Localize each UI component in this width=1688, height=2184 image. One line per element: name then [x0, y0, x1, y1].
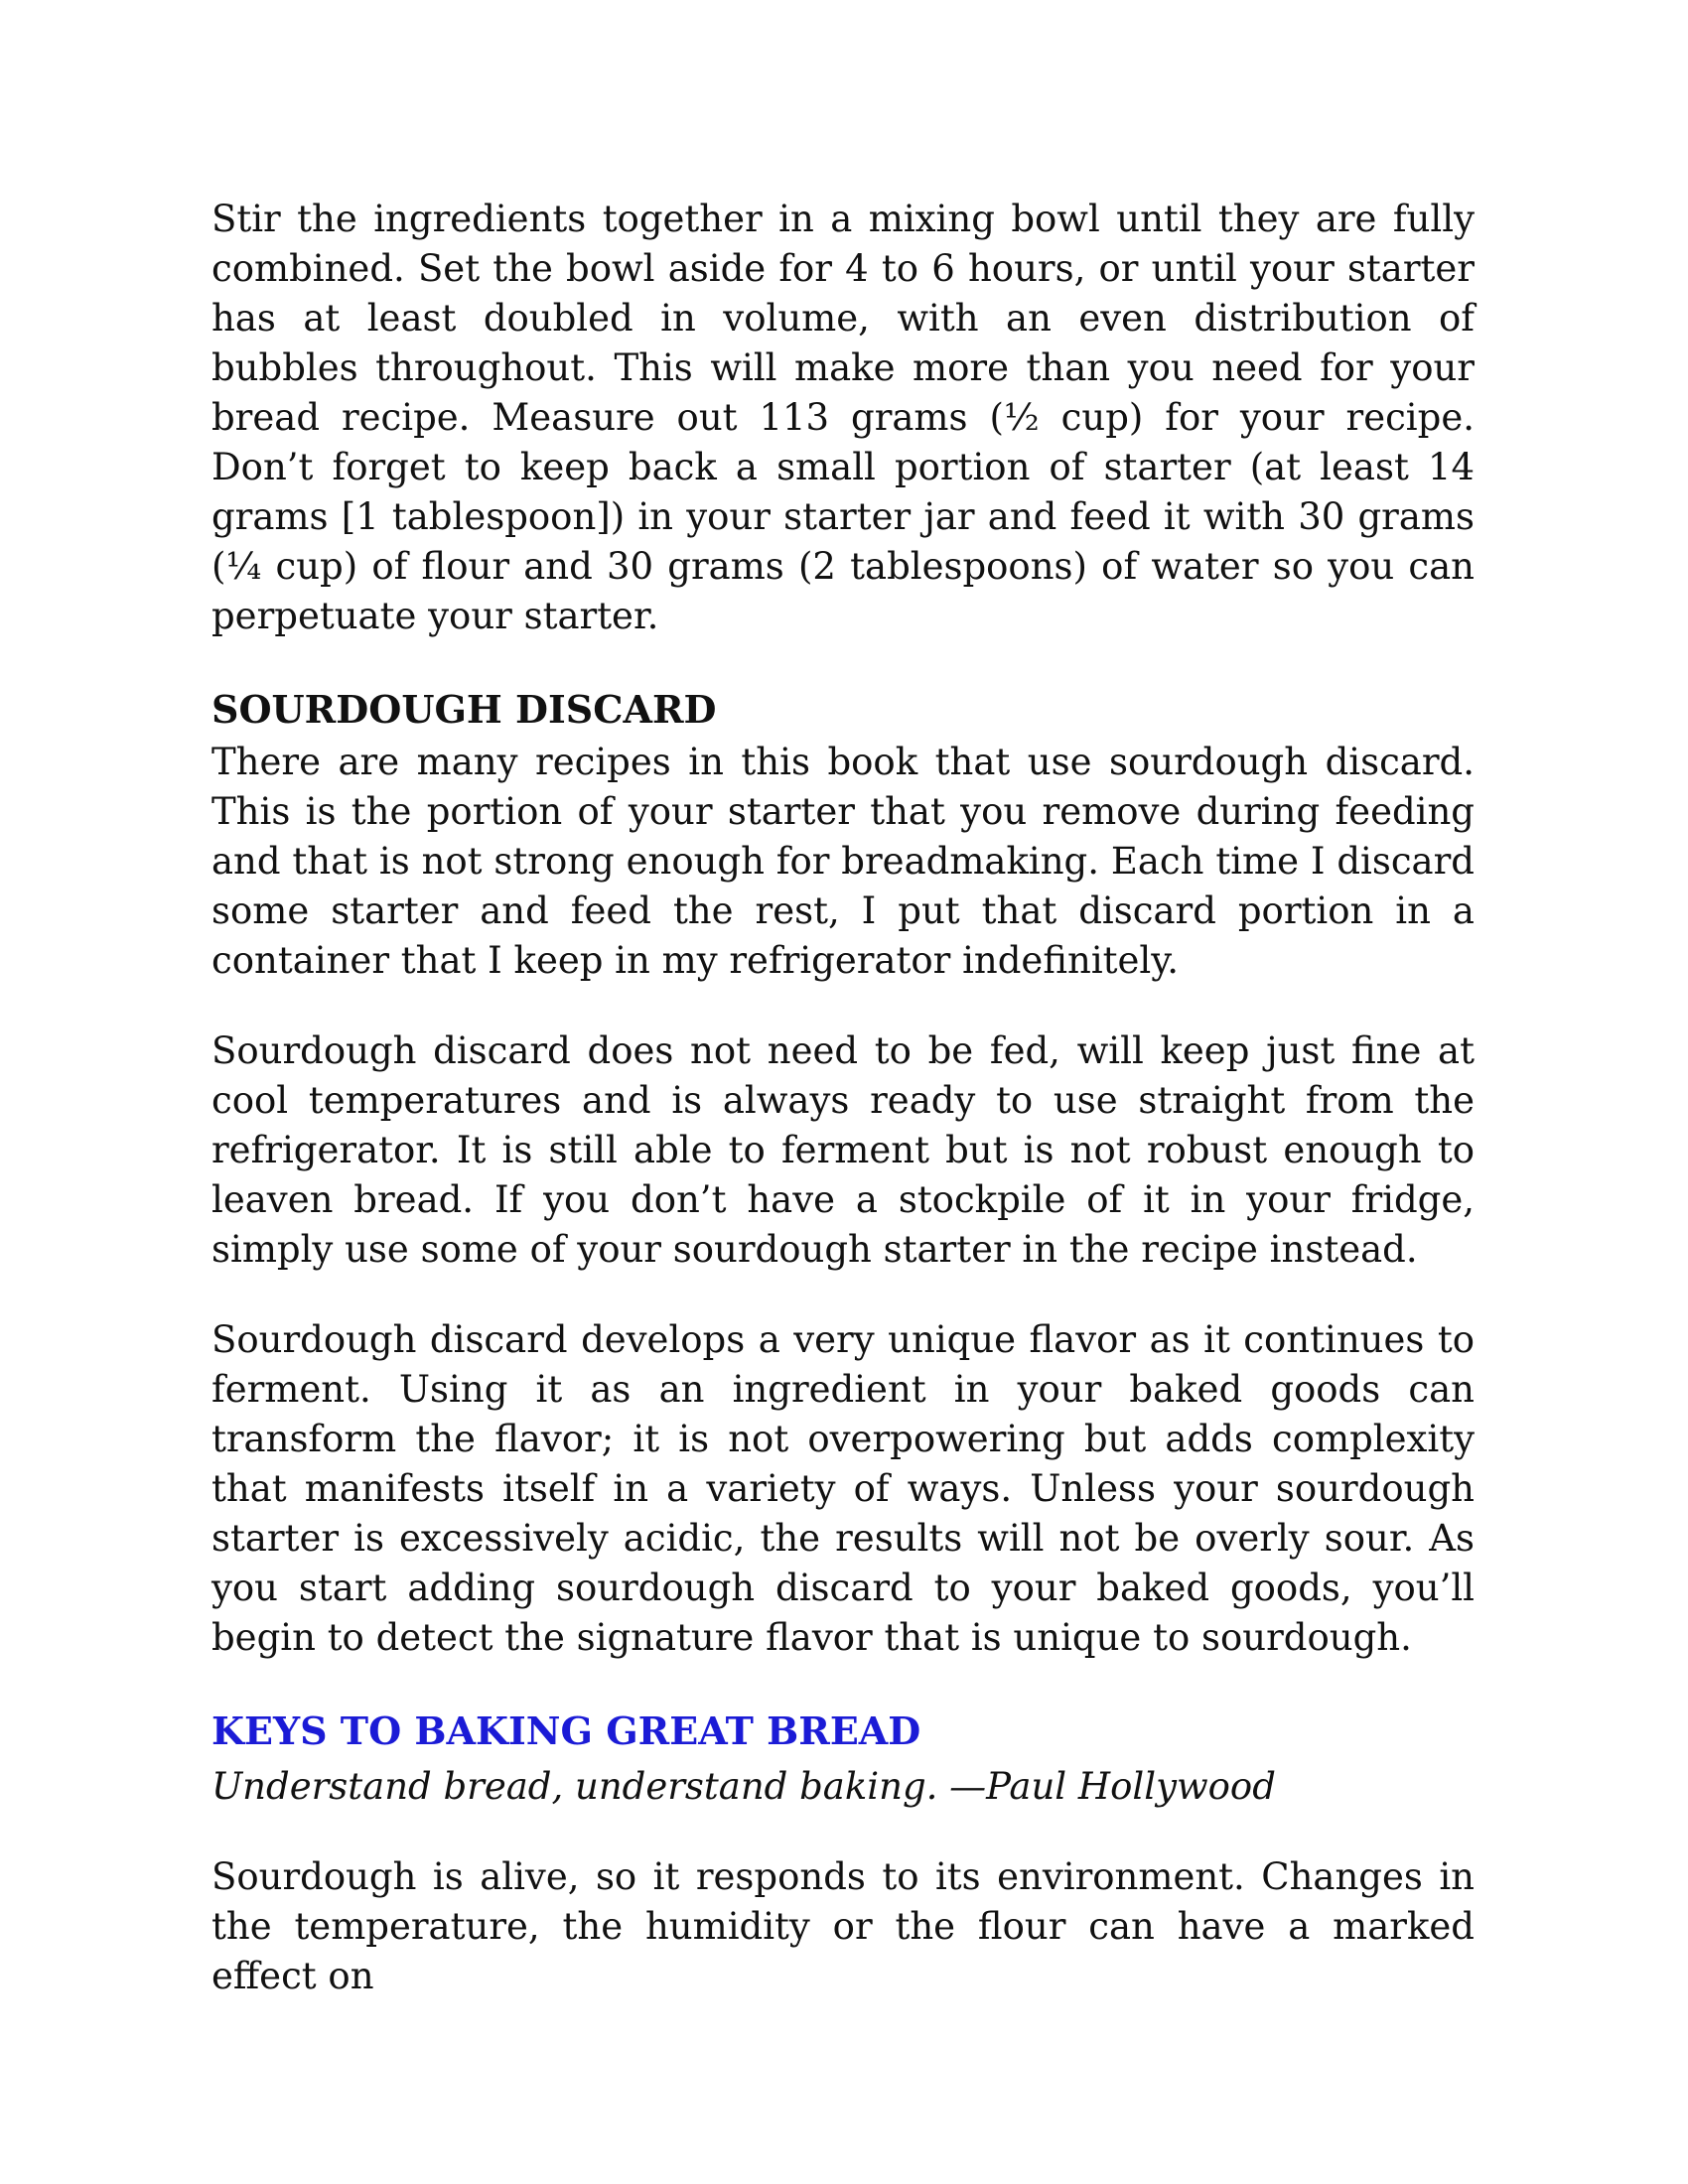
- paragraph-discard-flavor: Sourdough discard develops a very unique flavor as it continues to ferment. Using it as an ingredient in your baked goods can transform the flavor; it is not overpowering but adds complexity that manifests itself in a variety of ways. Unless your sourdough starter is excessively acidic, the results will not be overly sour. As you start adding sourdough discard to your baked goods, you’ll begin to detect the signature flavor that is unique to sourdough.: [211, 1318, 1475, 1659]
- epigraph-quote: Understand bread, understand baking. —Paul Hollywood: [211, 1765, 1276, 1808]
- paragraph-starter-instructions: Stir the ingredients together in a mixing bowl until they are fully combined. Set the bowl aside for 4 to 6 hours, or until your starter has at least doubled in volume, with an even distribution of bubbles throughout. This will make more than you need for your bread recipe. Measure out 113 grams (½ cup) for your recipe. Don’t forget to keep back a small portion of starter (at least 14 grams [1 tablespoon]) in your starter jar and feed it with 30 grams (¼ cup) of flour and 30 grams (2 tablespoons) of water so you can perpetuate your starter.: [211, 198, 1475, 637]
- heading-keys-to-baking[interactable]: KEYS TO BAKING GREAT BREAD: [211, 1708, 921, 1753]
- heading-sourdough-discard: SOURDOUGH DISCARD: [211, 687, 717, 732]
- paragraph-discard-intro: There are many recipes in this book that use sourdough discard. This is the portion of your starter that you remove during feeding and that is not strong enough for breadmaking. Each time I discard some starter and feed the rest, I put that discard portion in a container that I keep in my refrigerator indefinitely.: [211, 741, 1475, 982]
- paragraph-discard-storage: Sourdough discard does not need to be fed, will keep just fine at cool temperatures and is always ready to use straight from the refrigerator. It is still able to ferment but is not robust enough to leaven bread. If you don’t have a stockpile of it in your fridge, simply use some of your sourdough starter in the recipe instead.: [211, 1029, 1475, 1271]
- page-content: [211, 195, 1475, 2001]
- paragraph-sourdough-alive: Sourdough is alive, so it responds to its environment. Changes in the temperature, the humidity or the flour can have a marked effect on: [211, 1855, 1475, 1997]
